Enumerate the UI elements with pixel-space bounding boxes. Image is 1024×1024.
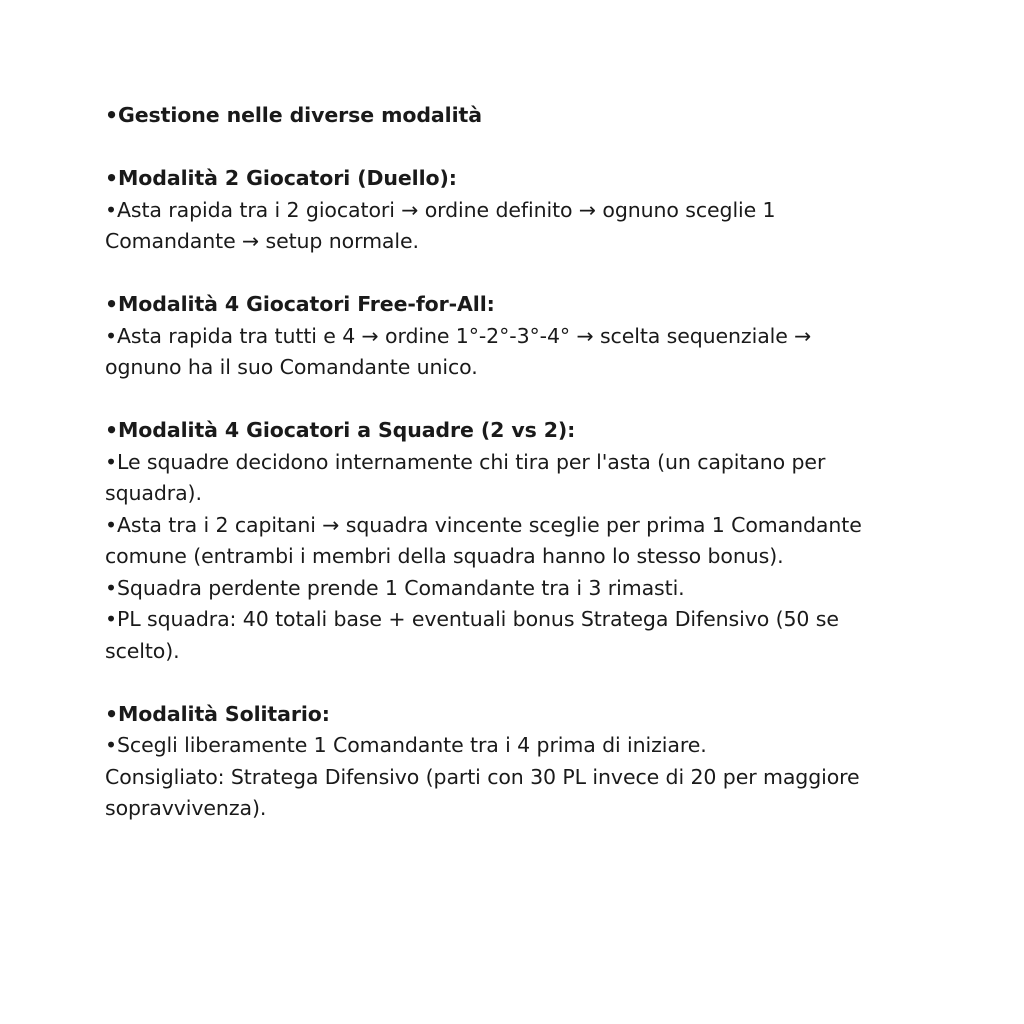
page-title: •Gestione nelle diverse modalità (105, 103, 482, 127)
section-text-line: •Asta tra i 2 capitani → squadra vincente sceglie per prima 1 Comandante (105, 512, 862, 537)
section-text-line: ognuno ha il suo Comandante unico. (105, 355, 478, 379)
section-text-line: comune (entrambi i membri della squadra hanno lo stesso bonus). (105, 544, 784, 568)
section-heading-free-for-all: •Modalità 4 Giocatori Free-for-All: (105, 292, 495, 316)
section-heading-duel: •Modalità 2 Giocatori (Duello): (105, 166, 457, 190)
section-text-line: scelto). (105, 638, 180, 663)
section-heading-solitaire: •Modalità Solitario: (105, 701, 330, 726)
section-text-line: •Asta rapida tra i 2 giocatori → ordine definito → ognuno sceglie 1 (105, 197, 776, 222)
spacer (105, 384, 935, 416)
section-text-line: squadra). (105, 481, 202, 505)
section-text-line: sopravvivenza). (105, 796, 267, 820)
section-text-line: •Squadra perdente prende 1 Comandante tra i 3 rimasti. (105, 575, 685, 600)
section-text-line: •Asta rapida tra tutti e 4 → ordine 1°-2°-3°-4° → scelta sequenziale → (105, 323, 812, 348)
section-text-line: •Scegli liberamente 1 Comandante tra i 4 prima di iniziare. (105, 733, 707, 757)
spacer (105, 132, 935, 164)
section-heading-teams: •Modalità 4 Giocatori a Squadre (2 vs 2): (105, 418, 576, 442)
section-text-line: Consigliato: Stratega Difensivo (parti con 30 PL invece di 20 per maggiore (105, 764, 860, 789)
spacer (105, 667, 935, 699)
section-text-line: •Le squadre decidono internamente chi tira per l'asta (un capitano per (105, 449, 826, 474)
spacer (105, 258, 935, 290)
section-text-line: Comandante → setup normale. (105, 229, 419, 253)
section-text-line: •PL squadra: 40 totali base + eventuali bonus Stratega Difensivo (50 se (105, 607, 839, 631)
document-body (105, 100, 935, 825)
